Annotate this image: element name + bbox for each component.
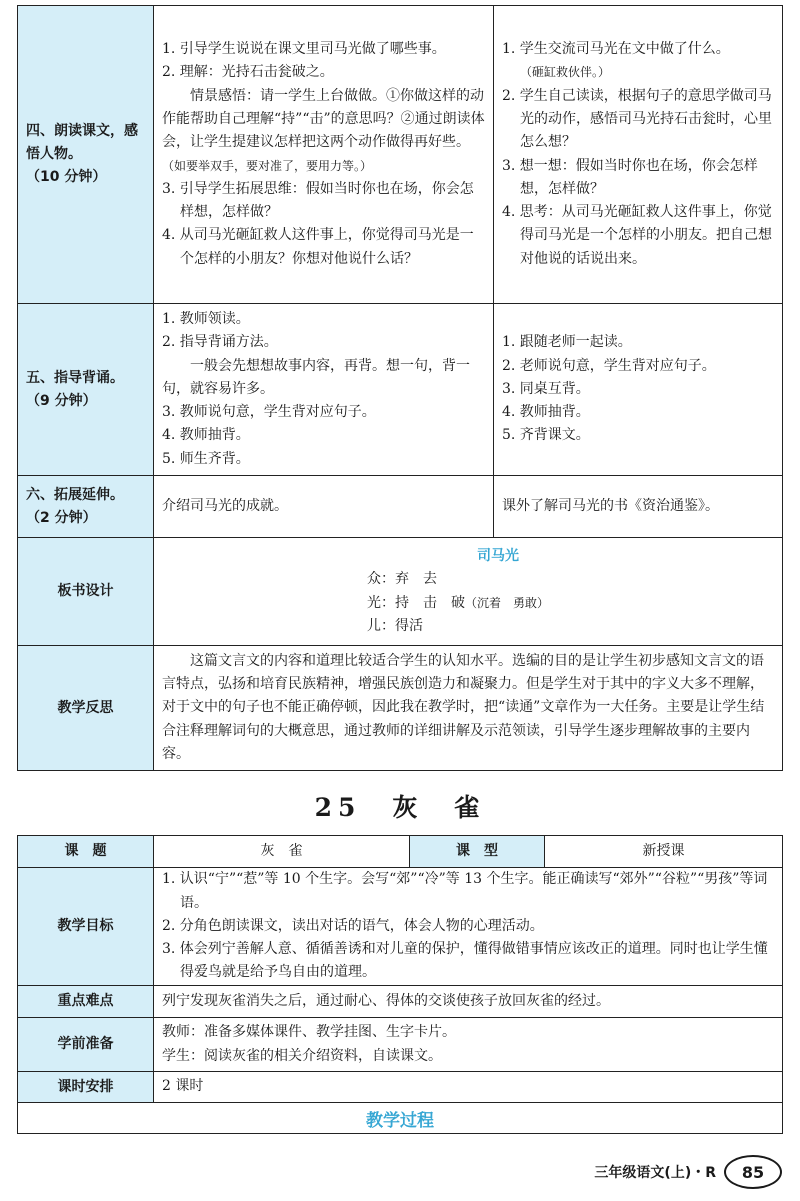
- list-item: 1. 引导学生说说在课文里司马光做了哪些事。: [162, 41, 446, 58]
- topic-row: [18, 836, 783, 868]
- section-six-label: [18, 476, 154, 538]
- section-five-time: （9 分钟）: [26, 392, 97, 409]
- list-item: 2. 理解：光持石击瓮破之。: [162, 64, 334, 81]
- section-five-label: [18, 304, 154, 476]
- list-item: 2. 学生自己读读，根据句子的意思学做司马光的动作，感悟司马光持石击瓮时，心里怎么想？: [502, 87, 772, 151]
- section-four-row: [18, 6, 783, 304]
- section-five-title: 五、指导背诵。: [26, 369, 124, 386]
- reflection-row: [18, 646, 783, 771]
- list-item: 4. 教师抽背。: [502, 404, 590, 421]
- note: （沉着 勇敢）: [465, 595, 550, 610]
- process-heading: 教学过程: [18, 1103, 783, 1134]
- list-item: 3. 体会列宁善解人意、循循善诱和对儿童的保护，懂得做错事情应该改正的道理。同时也让学生懂得爱鸟就是给予鸟自由的道理。: [162, 941, 768, 981]
- board-line: 儿：得活: [367, 617, 423, 634]
- key-row: [18, 986, 783, 1018]
- board-line: 众：弃 去: [367, 571, 437, 588]
- section-four-title: 四、朗读课文，感: [26, 123, 138, 139]
- section-five-student: [494, 304, 783, 476]
- reflection-content: [154, 646, 783, 771]
- reflection-text: 这篇文言文的内容和道理比较适合学生的认知水平。选编的目的是让学生初步感知文言文的语言特点，弘扬和培育民族精神，增强民族创造力和凝聚力。但是学生对于其中的字义大多不理解，对于文中的句子也不能正确停顿，因此我在教学时，把“读通”文章作为一大任务。主要是让学生结合注释理解词句的大概意思，通过教师的详细讲解及示范领读，引导学生逐步理解故事的主要内容。: [162, 652, 765, 762]
- prep-student: 学生：阅读灰雀的相关介绍资料，自读课文。: [162, 1047, 442, 1064]
- section-four-label: [18, 6, 154, 304]
- prep-row: [18, 1018, 783, 1072]
- section-five-teacher: [154, 304, 494, 476]
- section-five-row: [18, 304, 783, 476]
- type-value: 新授课: [545, 836, 783, 868]
- board-row: [18, 538, 783, 646]
- board-label: 板书设计: [18, 538, 154, 646]
- list-item: 2. 指导背诵方法。: [162, 334, 278, 351]
- lesson-title: 25 灰 雀: [314, 793, 486, 822]
- board-title: 司马光: [477, 547, 519, 564]
- board-content: [154, 538, 783, 646]
- section-four-subtitle: 悟人物。: [26, 146, 82, 162]
- lesson-steps-table: [17, 5, 783, 771]
- section-six-student: 课外了解司马光的书《资治通鉴》。: [494, 476, 783, 538]
- list-item: 3. 教师说句意，学生背对应句子。: [162, 404, 376, 421]
- time-label: 课时安排: [18, 1072, 154, 1103]
- topic-value: 灰 雀: [154, 836, 410, 868]
- section-four-student: [494, 6, 783, 304]
- list-item: 1. 学生交流司马光在文中做了什么。 （砸缸救伙伴。）: [502, 41, 730, 80]
- section-four-teacher-para: 情景感悟：请一学生上台做做。①你做这样的动作能帮助自己理解“持”“击”的意思吗？②通过朗读体会，让学生提建议怎样把这两个动作做得再好些。（如要举双手，要对准了，要用力等。）: [162, 87, 485, 173]
- section-six-title: 六、拓展延伸。: [26, 486, 124, 503]
- list-item: 3. 同桌互背。: [502, 380, 590, 397]
- time-row: [18, 1072, 783, 1103]
- topic-label: 课 题: [18, 836, 154, 868]
- time-value: 2 课时: [154, 1072, 783, 1103]
- list-item: 1. 教师领读。: [162, 310, 250, 327]
- list-item: 4. 从司马光砸缸救人这件事上，你觉得司马光是一个怎样的小朋友？你想对他说什么话？: [162, 227, 474, 267]
- list-item: 2. 老师说句意，学生背对应句子。: [502, 357, 716, 374]
- goals-label: 教学目标: [18, 868, 154, 986]
- section-six-teacher: 介绍司马光的成就。: [154, 476, 494, 538]
- note: （砸缸救伙伴。）: [520, 65, 611, 80]
- prep-teacher: 教师：准备多媒体课件、教学挂图、生字卡片。: [162, 1024, 456, 1041]
- book-title: 三年级语文(上)・R: [594, 1165, 716, 1181]
- list-item: 3. 想一想：假如当时你也在场，你会怎样想，怎样做？: [502, 157, 758, 197]
- section-six-row: [18, 476, 783, 538]
- key-label: 重点难点: [18, 986, 154, 1018]
- page-footer: [594, 1155, 782, 1189]
- process-row: [18, 1103, 783, 1134]
- type-label: 课 型: [410, 836, 545, 868]
- section-five-teacher-para: 一般会先想想故事内容，再背。想一句，背一句，就容易许多。: [162, 357, 470, 397]
- prep-content: [154, 1018, 783, 1072]
- note: （如要举双手，要对准了，要用力等。）: [162, 158, 373, 173]
- list-item: 3. 引导学生拓展思维：假如当时你也在场，你会怎样想，怎样做？: [162, 180, 474, 221]
- list-item: 2. 分角色朗读课文，读出对话的语气，体会人物的心理活动。: [162, 917, 544, 934]
- board-line: 光：持 击 破（沉着 勇敢）: [367, 594, 550, 611]
- goals-row: [18, 868, 783, 986]
- goals-content: [154, 868, 783, 986]
- list-item: 4. 教师抽背。: [162, 427, 250, 444]
- list-item: 5. 齐背课文。: [502, 427, 590, 444]
- list-item: 1. 认识“宁”“惹”等 10 个生字。会写“郊”“冷”等 13 个生字。能正确读写“郊外”“谷粒”“男孩”等词语。: [162, 871, 768, 911]
- section-six-time: （2 分钟）: [26, 509, 97, 526]
- list-item: 4. 思考：从司马光砸缸救人这件事上，你觉得司马光是一个怎样的小朋友。把自己想对他说的话说出来。: [502, 204, 772, 267]
- section-four-time: （10 分钟）: [26, 169, 107, 185]
- prep-label: 学前准备: [18, 1018, 154, 1072]
- lesson-plan-table: [17, 835, 783, 1134]
- section-four-teacher: [154, 6, 494, 304]
- page-number: 85: [724, 1155, 782, 1189]
- reflection-label: 教学反思: [18, 646, 154, 771]
- key-value: 列宁发现灰雀消失之后，通过耐心、得体的交谈使孩子放回灰雀的经过。: [154, 986, 783, 1018]
- list-item: 1. 跟随老师一起读。: [502, 334, 632, 351]
- list-item: 5. 师生齐背。: [162, 450, 250, 467]
